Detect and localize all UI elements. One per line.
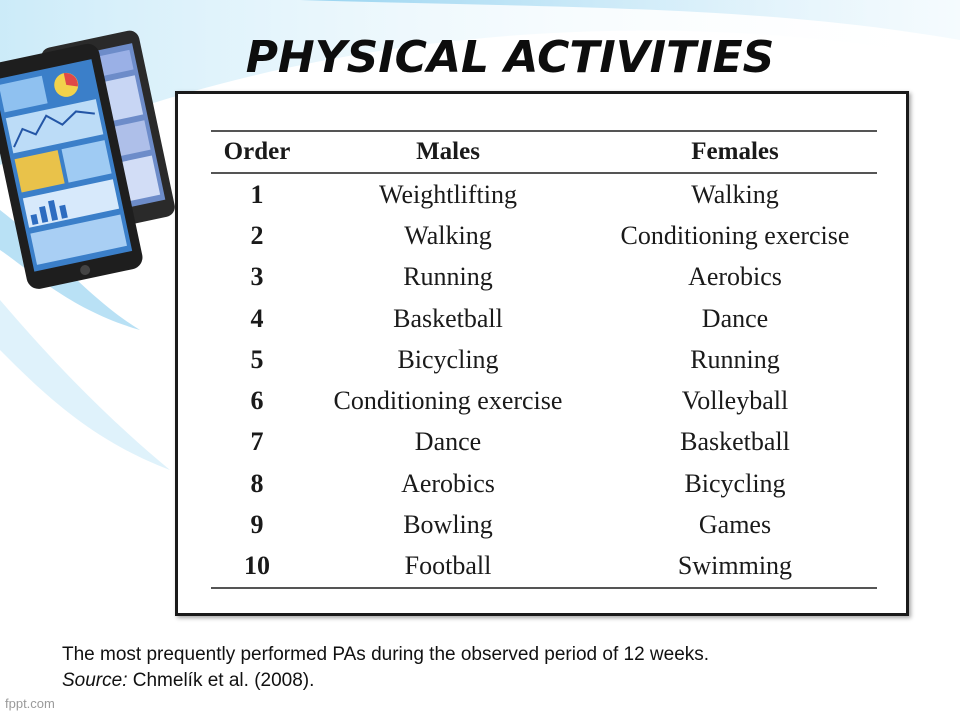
activities-table-frame [175, 91, 909, 616]
activities-table [211, 130, 877, 589]
cell-order: 1 [250, 179, 264, 209]
cell-order: 9 [250, 510, 264, 540]
caption-source [62, 668, 709, 694]
cell-males: Bicycling [397, 344, 499, 374]
cell-males: Walking [404, 220, 492, 250]
cell-females: Swimming [593, 546, 877, 588]
table-row [211, 380, 877, 421]
cell-females: Conditioning exercise [620, 220, 850, 250]
cell-males: Running [403, 262, 493, 292]
column-header-males: Males [303, 131, 593, 173]
cell-order: 2 [250, 220, 264, 250]
cell-females: Aerobics [688, 262, 782, 292]
cell-order: 5 [250, 344, 264, 374]
table-row [211, 339, 877, 380]
watermark: fppt.com [5, 696, 55, 711]
cell-females: Games [698, 510, 772, 540]
cell-order: 8 [250, 468, 264, 498]
caption-description: The most prequently performed PAs during the observed period of 12 weeks. [62, 644, 710, 665]
cell-males: Conditioning exercise [333, 386, 563, 416]
table-header-row [211, 131, 877, 173]
cell-order: 3 [250, 262, 264, 292]
table-row [211, 298, 877, 339]
cell-males: Bowling [403, 510, 493, 540]
table-row [211, 173, 877, 215]
table-row [211, 504, 877, 545]
cell-females: Bicycling [684, 468, 786, 498]
source-label: Source: [62, 670, 128, 691]
cell-order: 4 [250, 303, 264, 333]
cell-females: Basketball [680, 427, 790, 457]
cell-males: Football [303, 546, 593, 588]
page-title: PHYSICAL ACTIVITIES [245, 32, 775, 83]
cell-females: Dance [701, 303, 769, 333]
table-row [211, 257, 877, 298]
cell-males: Basketball [393, 303, 503, 333]
source-citation: Chmelík et al. (2008). [127, 670, 315, 691]
table-caption [62, 642, 709, 694]
table-row [211, 463, 877, 504]
cell-males: Aerobics [401, 468, 495, 498]
cell-males: Weightlifting [379, 179, 517, 209]
cell-order: 6 [250, 386, 264, 416]
cell-females: Walking [691, 179, 779, 209]
cell-males: Dance [414, 427, 482, 457]
cell-order: 7 [250, 427, 264, 457]
column-header-order: Order [211, 131, 303, 173]
cell-order: 10 [211, 546, 303, 588]
column-header-females: Females [593, 131, 877, 173]
cell-females: Volleyball [681, 386, 789, 416]
table-row [211, 422, 877, 463]
cell-females: Running [690, 344, 780, 374]
table-row [211, 215, 877, 256]
table-row [211, 546, 877, 588]
